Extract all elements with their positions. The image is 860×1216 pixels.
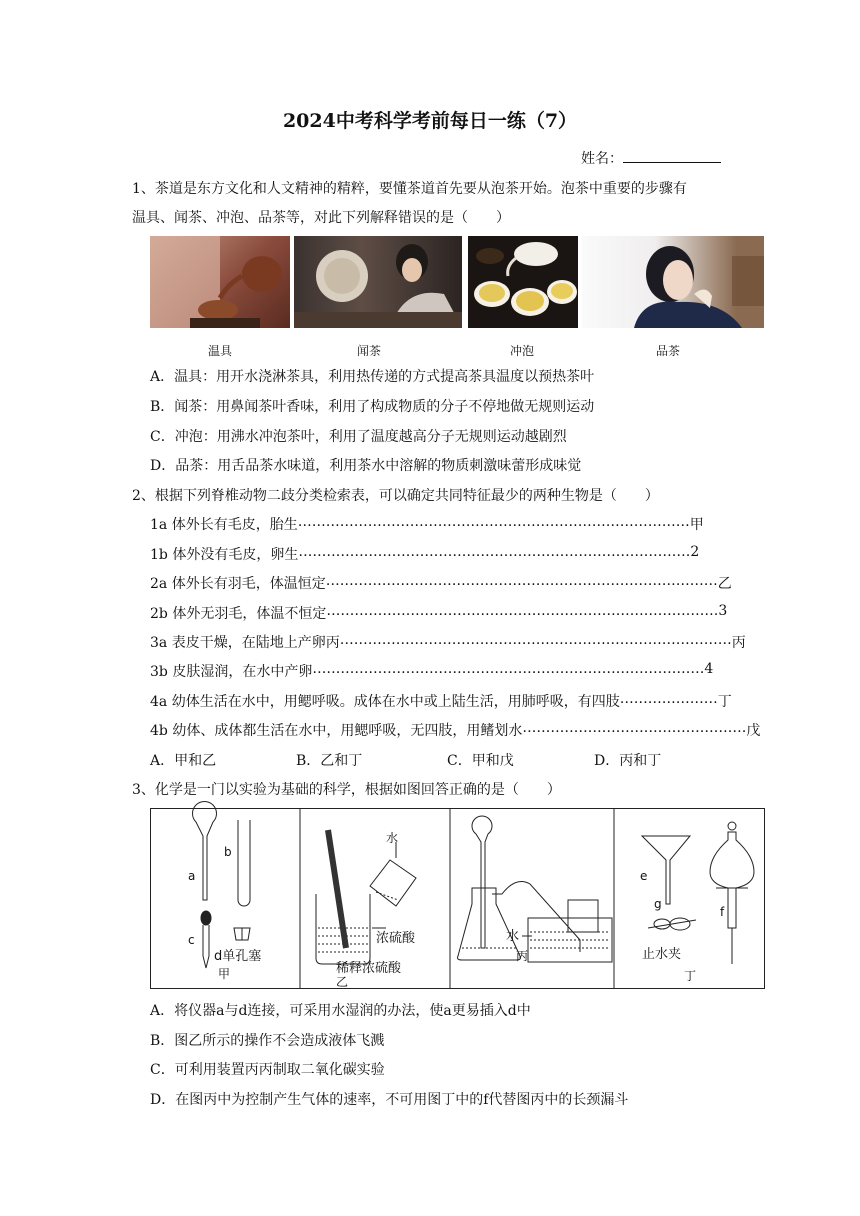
- key-label: 4b 幼体、成体都生活在水中，用鳃呼吸，无四肢，用鳍划水: [150, 723, 523, 739]
- key-result: 甲: [689, 517, 704, 533]
- key-result: 丙: [731, 635, 746, 651]
- q1-option-d: D．品茶：用舌品茶水味道，利用茶水中溶解的物质刺激味蕾形成味觉: [150, 458, 582, 474]
- q2-option-c: C．甲和戊: [447, 753, 514, 769]
- label-g: g: [654, 897, 662, 911]
- q3-option-a: A．将仪器a与d连接，可采用水湿润的办法，使a更易插入d中: [150, 1003, 531, 1019]
- label-water2: 水: [506, 929, 520, 944]
- q1-stem-line1: 1、茶道是东方文化和人文精神的精粹，要懂茶道首先要从泡茶开始。泡茶中重要的步骤有: [132, 181, 687, 197]
- photo-smelling-tea: [294, 236, 462, 328]
- q3-option-b: B．图乙所示的操作不会造成液体飞溅: [150, 1033, 385, 1049]
- label-f: f: [720, 905, 725, 919]
- q2-option-d: D．丙和丁: [594, 753, 662, 769]
- photo-tasting-tea: [582, 236, 764, 328]
- label-yi: 乙: [336, 975, 349, 989]
- q1-stem-line2: 温具、闻茶、冲泡、品茶等，对此下列解释错误的是（ ）: [132, 210, 510, 226]
- key-label: 1b 体外没有毛皮，卵生: [150, 547, 299, 563]
- caption-warming: 温具: [207, 344, 232, 358]
- label-a: a: [188, 869, 196, 883]
- key-label: 2a 体外长有羽毛，体温恒定: [150, 576, 326, 592]
- q3-option-d: D．在图丙中为控制产生气体的速率，不可用图丁中的f代替图丙中的长颈漏斗: [150, 1092, 629, 1108]
- name-field: [581, 148, 721, 168]
- key-label: 3a 表皮干燥，在陆地上产卵丙: [150, 635, 340, 651]
- key-result: 3: [718, 603, 728, 619]
- caption-tasting: 品茶: [655, 344, 680, 358]
- label-d: d单孔塞: [214, 949, 262, 964]
- key-result: 2: [690, 544, 700, 560]
- label-ding: 丁: [684, 969, 697, 983]
- key-row: 3b 皮肤湿润，在水中产卵 ………………………………………………………………………… 4: [150, 661, 714, 680]
- label-jia: 甲: [218, 967, 231, 981]
- key-row: 1b 体外没有毛皮，卵生 ………………………………………………………………………… 2: [150, 544, 700, 563]
- key-row: 2a 体外长有羽毛，体温恒定 ………………………………………………………………………… 乙: [150, 573, 732, 592]
- photo-warming-teaware: [150, 236, 290, 328]
- label-water: 水: [386, 831, 399, 845]
- key-row: 2b 体外无羽毛，体温不恒定 ………………………………………………………………………… 3: [150, 603, 728, 622]
- q1-option-b: B．闻茶：用鼻闻茶叶香味，利用了构成物质的分子不停地做无规则运动: [150, 399, 595, 415]
- key-result: 丁: [717, 694, 732, 710]
- q1-option-c: C．冲泡：用沸水冲泡茶叶，利用了温度越高分子无规则运动越剧烈: [150, 429, 567, 445]
- label-bing: 丙: [516, 949, 529, 963]
- key-row: 1a 体外长有毛皮，胎生 ………………………………………………………………………… 甲: [150, 514, 704, 533]
- apparatus-figure: [150, 808, 766, 990]
- label-b: b: [224, 845, 232, 859]
- name-blank: [623, 150, 721, 163]
- key-row: 3a 表皮干燥，在陆地上产卵丙 ………………………………………………………………………… 丙: [150, 632, 746, 651]
- label-c: c: [188, 933, 195, 947]
- label-clamp: 止水夹: [642, 947, 682, 962]
- q3-stem: 3、化学是一门以实验为基础的科学，根据如图回答正确的是（ ）: [132, 782, 561, 798]
- caption-brewing: 冲泡: [509, 344, 534, 358]
- key-label: 2b 体外无羽毛，体温不恒定: [150, 606, 327, 622]
- label-e: e: [640, 869, 648, 883]
- key-result: 乙: [717, 576, 732, 592]
- page-title: 2024中考科学考前每日一练（7）: [282, 110, 578, 132]
- key-result: 4: [704, 661, 714, 677]
- q2-stem: 2、根据下列脊椎动物二歧分类检索表，可以确定共同特征最少的两种生物是（ ）: [132, 488, 659, 504]
- q2-option-a: A．甲和乙: [150, 753, 217, 769]
- key-row: 4a 幼体生活在水中，用鳃呼吸。成体在水中或上陆生活，用肺呼吸，有四肢 ………………… 丁: [150, 691, 732, 710]
- name-label: 姓名：: [581, 151, 623, 167]
- caption-smelling: 闻茶: [356, 344, 381, 358]
- key-label: 4a 幼体生活在水中，用鳃呼吸。成体在水中或上陆生活，用肺呼吸，有四肢: [150, 694, 620, 710]
- label-acid: 浓硫酸: [376, 931, 416, 946]
- key-label: 1a 体外长有毛皮，胎生: [150, 517, 298, 533]
- key-result: 戊: [746, 723, 761, 739]
- q1-option-a: A．温具：用开水浇淋茶具，利用热传递的方式提高茶具温度以预热茶叶: [150, 369, 595, 385]
- key-label: 3b 皮肤湿润，在水中产卵: [150, 664, 313, 680]
- q2-option-b: B．乙和丁: [296, 753, 363, 769]
- photo-brewing-tea: [468, 236, 578, 328]
- key-row: 4b 幼体、成体都生活在水中，用鳃呼吸，无四肢，用鳍划水 ………………………………………… 戊: [150, 720, 761, 739]
- q3-option-c: C．可利用装置丙丙制取二氧化碳实验: [150, 1062, 385, 1078]
- label-dilute: 稀释浓硫酸: [336, 961, 402, 976]
